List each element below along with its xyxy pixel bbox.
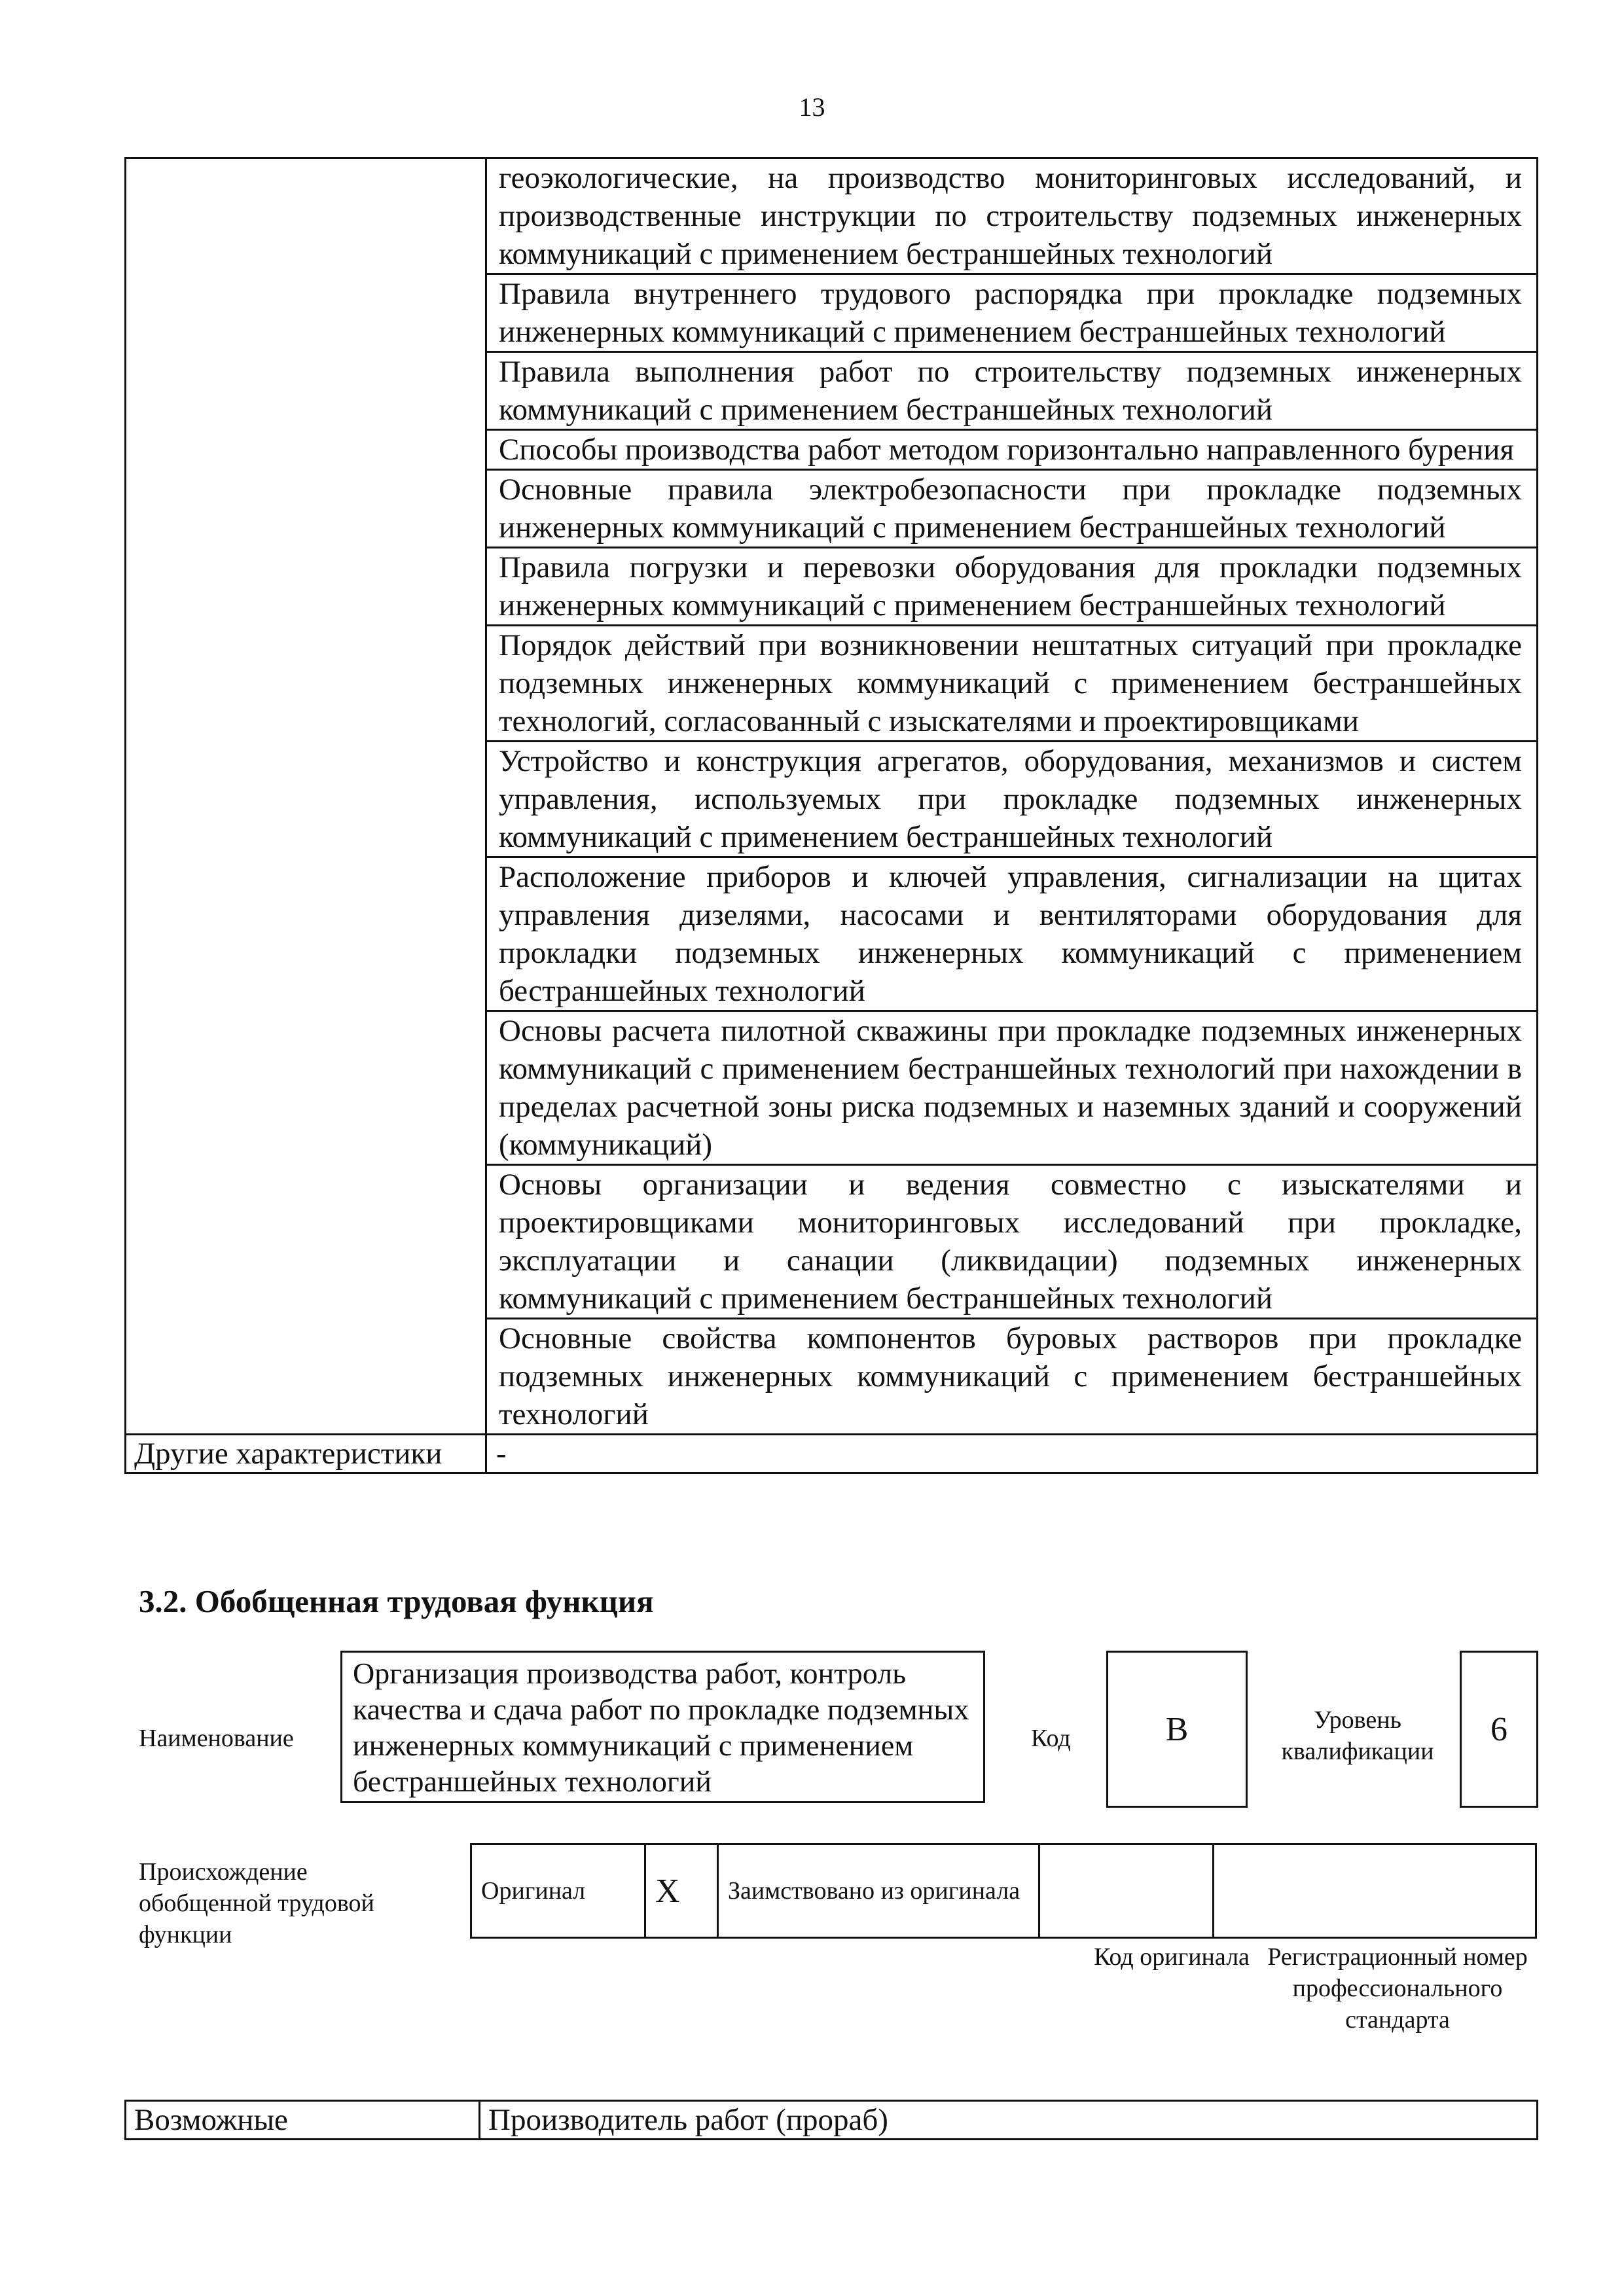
knowledge-item-cell xyxy=(486,1011,1538,1165)
origin-reg-caption: Регистрационный номер профессионального стандарта xyxy=(1267,1943,1528,2034)
knowledge-item-cell xyxy=(486,352,1538,430)
knowledge-item: Основы расчета пилотной скважины при прокладке подземных инженерных коммуникаций с применением бестраншейных технологий при нахождении в пределах расчетной зоны риска подземных и наземных зданий и сооружений (коммуникаций) xyxy=(499,1014,1522,1162)
function-name-box: Организация производства работ, контроль качества и сдача работ по прокладке подземных инженерных коммуникаций с применением бестраншейных технологий xyxy=(340,1651,985,1803)
knowledge-item-cell xyxy=(486,548,1538,626)
origin-code-caption: Код оригинала xyxy=(1094,1943,1250,1971)
section-heading: 3.2. Обобщенная трудовая функция xyxy=(139,1583,654,1619)
knowledge-item: Устройство и конструкция агрегатов, оборудования, механизмов и систем управления, используемых при прокладке подземных инженерных коммуникаций с применением бестраншейных технологий xyxy=(499,744,1522,854)
other-characteristics-label-cell xyxy=(126,1435,486,1473)
knowledge-item-cell xyxy=(486,857,1538,1011)
origin-mark-cell xyxy=(645,1844,718,1938)
knowledge-item: Основные правила электробезопасности при прокладке подземных инженерных коммуникаций с применением бестраншейных технологий xyxy=(499,473,1522,545)
other-characteristics-value: - xyxy=(496,1437,507,1471)
knowledge-item: геоэкологические, на производство мониторинговых исследований, и производственные инструкции по строительству подземных инженерных коммуникаций с применением бестраншейных технологий xyxy=(499,161,1522,271)
knowledge-item-cell xyxy=(486,470,1538,548)
knowledge-item-cell xyxy=(486,158,1538,274)
knowledge-item: Порядок действий при возникновении нештатных ситуаций при прокладке подземных инженерных коммуникаций с применением бестраншейных технологий, согласованный с изыскателями и проектировщиками xyxy=(499,628,1522,738)
knowledge-item: Правила внутреннего трудового распорядка при прокладке подземных инженерных коммуникаций с применением бестраншейных технологий xyxy=(499,277,1522,349)
knowledge-item: Основы организации и ведения совместно с изыскателями и проектировщиками мониторинговых исследований при прокладке, эксплуатации и санации (ликвидации) подземных инженерных коммуникаций с применением бестраншейных технологий xyxy=(499,1168,1522,1316)
qualification-level-label: Уровень квалификации xyxy=(1281,1706,1434,1765)
origin-mark: X xyxy=(655,1872,680,1910)
knowledge-item: Способы производства работ методом горизонтально направленного бурения xyxy=(499,433,1515,467)
knowledge-item-cell xyxy=(486,430,1538,470)
possible-titles-label-cell xyxy=(126,2101,480,2140)
origin-borrowed-label: Заимствовано из оригинала xyxy=(728,1877,1020,1905)
knowledge-item-cell xyxy=(486,1165,1538,1319)
other-characteristics-row xyxy=(126,1435,1538,1473)
knowledge-item: Правила выполнения работ по строительству подземных инженерных коммуникаций с применением бестраншейных технологий xyxy=(499,355,1522,427)
name-label: Наименование xyxy=(139,1725,294,1752)
code-label: Код xyxy=(1031,1725,1071,1752)
other-characteristics-value-cell xyxy=(486,1435,1538,1473)
possible-titles-value: Производитель работ (прораб) xyxy=(488,2103,888,2137)
knowledge-item: Правила погрузки и перевозки оборудования для прокладки подземных инженерных коммуникаций с применением бестраншейных технологий xyxy=(499,550,1522,622)
origin-label: Происхождение обобщенной трудовой функции xyxy=(139,1858,374,1948)
origin-borrowed-cell xyxy=(718,1844,1039,1938)
knowledge-table xyxy=(124,157,1538,1474)
page-number: 13 xyxy=(799,92,825,122)
code-value-box: B xyxy=(1106,1651,1248,1808)
origin-reg-number-cell xyxy=(1214,1844,1536,1938)
other-characteristics-label: Другие характеристики xyxy=(134,1437,442,1471)
origin-code-cell xyxy=(1039,1844,1214,1938)
origin-original-label: Оригинал xyxy=(481,1877,586,1905)
knowledge-row xyxy=(126,158,1538,274)
knowledge-item-cell xyxy=(486,626,1538,742)
knowledge-item-cell xyxy=(486,274,1538,352)
knowledge-item: Расположение приборов и ключей управления, сигнализации на щитах управления дизелями, насосами и вентиляторами оборудования для прокладки подземных инженерных коммуникаций с применением бестраншейных технологий xyxy=(499,860,1522,1008)
possible-titles-label: Возможные xyxy=(134,2103,288,2137)
possible-titles-table xyxy=(124,2100,1538,2140)
possible-titles-value-cell xyxy=(480,2101,1538,2140)
knowledge-label-cell xyxy=(126,158,486,1435)
origin-original-cell xyxy=(471,1844,645,1938)
knowledge-item: Основные свойства компонентов буровых растворов при прокладке подземных инженерных коммуникаций с применением бестраншейных технологий xyxy=(499,1321,1522,1431)
qualification-level-box: 6 xyxy=(1460,1651,1538,1808)
origin-table xyxy=(470,1843,1537,1939)
knowledge-item-cell xyxy=(486,742,1538,857)
knowledge-item-cell xyxy=(486,1319,1538,1435)
